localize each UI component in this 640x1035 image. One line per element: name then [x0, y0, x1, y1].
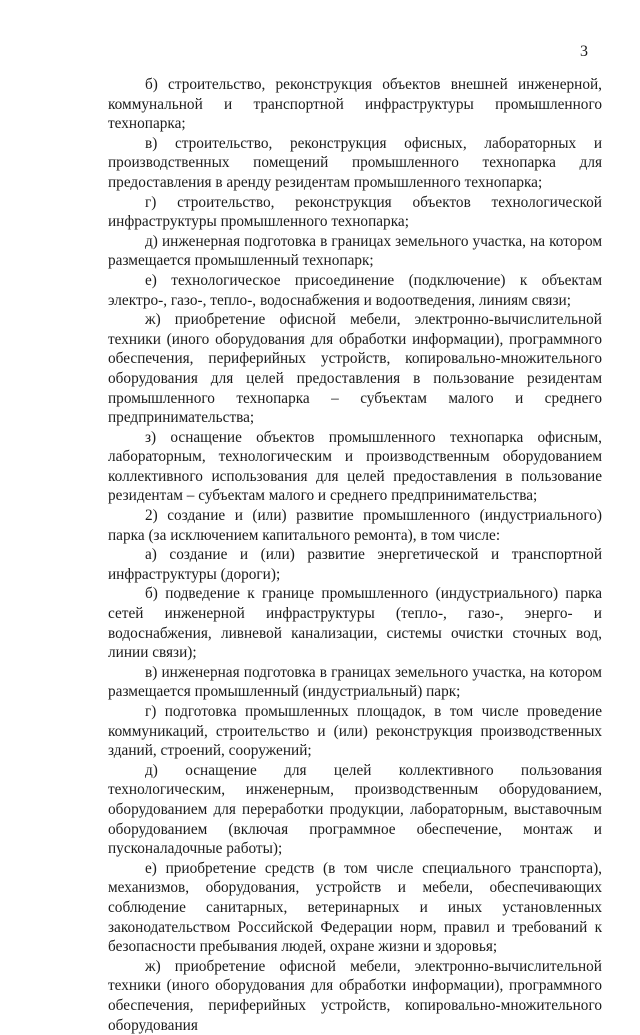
- paragraph-e-technological-connection: е) технологическое присоединение (подключение) к объектам электро-, газо-, тепло-, водоснабжения и водоотведения, линиям связи;: [108, 271, 602, 309]
- paragraph-d-collective-equipment: д) оснащение для целей коллективного пользования технологическим, инженерным, производственным оборудованием, оборудованием для переработки продукции, лабораторным, выставочным оборудованием (включая программное обеспечение, монтаж и пусконаладочные работы);: [108, 761, 602, 858]
- paragraph-v-office-premises: в) строительство, реконструкция офисных, лабораторных и производственных помещений промышленного технопарка для предоставления в аренду резидентам промышленного технопарка;: [108, 134, 602, 191]
- paragraph-b-utility-networks: б) подведение к границе промышленного (индустриального) парка сетей инженерной инфраструктуры (тепло-, газо-, энерго- и водоснабжения, ливневой канализации, системы очистки сточных вод, линии связи);: [108, 585, 602, 662]
- paragraph-2-industrial-park: 2) создание и (или) развитие промышленного (индустриального) парка (за исключением капитального ремонта), в том числе:: [108, 507, 602, 544]
- page-number: 3: [580, 43, 588, 60]
- paragraph-zh-office-furniture-park: ж) приобретение офисной мебели, электронно-вычислительной техники (иного оборудования для обработки информации), программного обеспечения, периферийных устройств, копировально-множительного оборудования: [108, 957, 602, 1034]
- paragraph-g-industrial-sites: г) подготовка промышленных площадок, в том числе проведение коммуникаций, строительство и (или) реконструкция производственных зданий, строений, сооружений;: [108, 703, 602, 760]
- paragraph-z-equipment: з) оснащение объектов промышленного технопарка офисным, лабораторным, технологическим и производственным оборудованием коллективного использования для целей предоставления в пользование резидентам – субъектам малого и среднего предпринимательства;: [108, 428, 602, 505]
- paragraph-a-energy-transport: а) создание и (или) развитие энергетической и транспортной инфраструктуры (дороги);: [108, 546, 602, 583]
- paragraph-zh-office-furniture: ж) приобретение офисной мебели, электронно-вычислительной техники (иного оборудования для обработки информации), программного обеспечения, периферийных устройств, копировально-множительного оборудования для целей предоставления в пользование резидентам промышленного технопарка – субъектам малого и среднего предпринимательства;: [108, 311, 602, 427]
- paragraph-e-safety-means: е) приобретение средств (в том числе специального транспорта), механизмов, оборудования, устройств и мебели, обеспечивающих соблюдение санитарных, ветеринарных и иных установленных законодательством Российской Федерации норм, правил и требований к безопасности пребывания людей, охране жизни и здоровья;: [108, 859, 602, 956]
- paragraph-d-engineering-preparation: д) инженерная подготовка в границах земельного участка, на котором размещается промышленный технопарк;: [108, 232, 602, 270]
- document-body: [108, 75, 602, 1035]
- paragraph-v-engineering-preparation: в) инженерная подготовка в границах земельного участка, на котором размещается промышленный (индустриальный) парк;: [108, 663, 602, 701]
- paragraph-g-technological-infrastructure: г) строительство, реконструкция объектов технологической инфраструктуры промышленного технопарка;: [108, 193, 602, 231]
- paragraph-b-external-infrastructure: б) строительство, реконструкция объектов внешней инженерной, коммунальной и транспортной инфраструктуры промышленного технопарка;: [108, 76, 602, 133]
